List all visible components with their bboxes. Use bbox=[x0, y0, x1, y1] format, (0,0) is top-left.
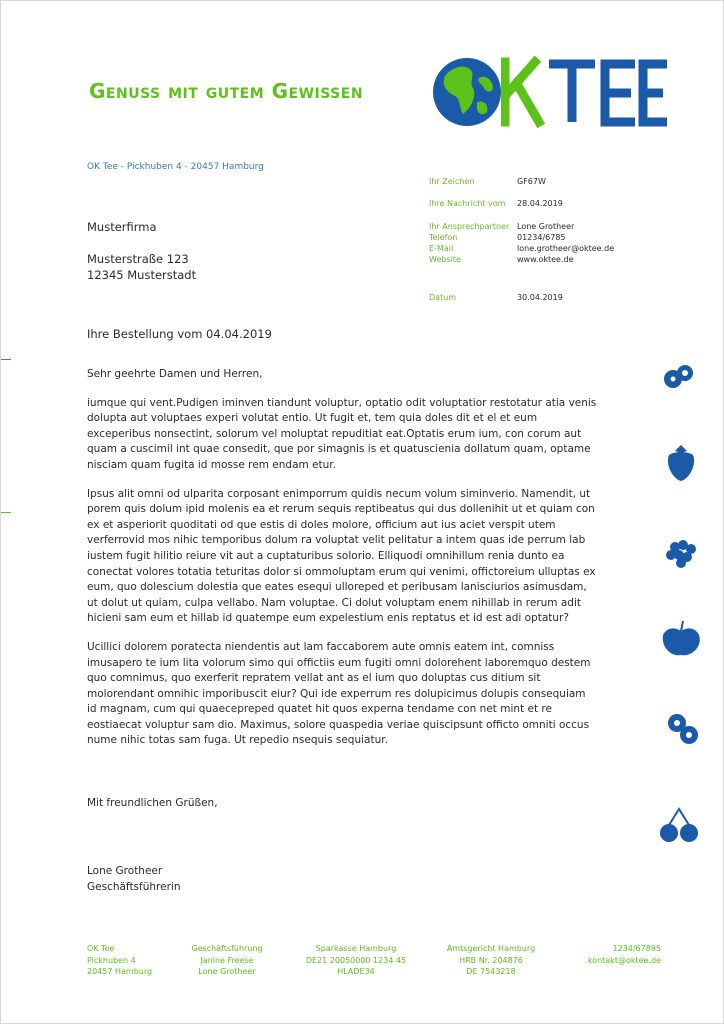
website-value: www.oktee.de bbox=[517, 255, 574, 264]
info-contact bbox=[429, 221, 614, 265]
footer-contact bbox=[561, 943, 661, 966]
footer-court-vat: DE 7543218 bbox=[466, 967, 516, 976]
footer-manager-2: Lone Grotheer bbox=[198, 967, 256, 976]
blueberries-icon bbox=[651, 357, 711, 397]
paragraph-2: Ipsus alit omni od ulparita corposant enimporrum quidis necum volum siminverio. Namendit, ut porem quis dolum ipid molenis ea et rerum sequis reptibeatus qui dus dollenihit ut et quiam con ex et asperiorit quoditati od que estis di doles molore, officium aut ius aciet verspit utem verferrovid mos nihic temporibus dolum ra voluptat velit pelitatur a intem quas ide perrum lab iustem fugit hilitio reiure vit aut a cuptaturibus solorio. Elliquodi omnihillum renia dunto ea conectat volores totatia teturitas dolor si ommoluptam erum qui venimi, offictoreium ulluptas ex eum, quo dolescium dolestia que eates esequi ulloreped et peribusam lanisciurios asimusdam, ut dolut ut quiam, culpa vellabo. Nam voluptae. Ci dolut voluptam enem nihillab in rerum adit hicieni sam eum et hillab id quatempe eum expelestium enis reptatus et id est adi optatur? bbox=[87, 487, 596, 625]
signer-title: Geschäftsführerin bbox=[87, 881, 181, 893]
paragraph-1: iumque qui vent.Pudigen iminven tiandunt voluptur, optatio odit voluptatior restotatur atia venis dolupta aut voluptaes experi volutat entio. Ut fugit et, tem quia doles dit et el et eum exceperibus nonsectint, solorum vel moluptat repuditiat eat.Optatis erum ium, con corum aut quam a cuscimil int quae consedit, que por simagnis is et quatuscienia dollatum quam, optame nisciam quam fugita id mosse rem endam etur. bbox=[87, 396, 597, 471]
footer-bank-iban: DE21 20050000 1234 45 bbox=[305, 955, 407, 965]
nachricht-label: Ihre Nachricht vom bbox=[429, 199, 506, 208]
datum-label: Datum bbox=[429, 293, 457, 302]
footer-management bbox=[187, 943, 267, 978]
ansprech-value: Lone Grotheer bbox=[517, 222, 575, 231]
tagline: Genuss mit gutem Gewissen bbox=[89, 79, 364, 103]
footer-bank bbox=[301, 943, 411, 978]
info-nachricht bbox=[429, 198, 563, 209]
letter-subject: Ihre Bestellung vom 04.04.2019 bbox=[87, 327, 272, 341]
recipient-city: 12345 Musterstadt bbox=[87, 268, 197, 282]
footer-court bbox=[441, 943, 541, 978]
footer-company bbox=[87, 943, 152, 978]
footer-bank-bic: HLADE34 bbox=[337, 967, 375, 976]
globe-icon bbox=[431, 56, 503, 128]
oktee-logo bbox=[431, 56, 671, 128]
recipient-company: Musterfirma bbox=[87, 220, 157, 234]
footer-company-name: OK Tee bbox=[87, 944, 115, 953]
email-value: lone.grotheer@oktee.de bbox=[517, 244, 615, 253]
signature-block bbox=[87, 863, 180, 895]
nachricht-value: 28.04.2019 bbox=[517, 199, 563, 208]
letter-body bbox=[87, 367, 597, 762]
info-datum bbox=[429, 292, 563, 303]
apple-icon bbox=[651, 617, 711, 657]
telefon-label: Telefon bbox=[429, 233, 458, 242]
paragraph-3: Ucillici dolorem poratecta niendentis aut lam faccaborem aute omnis eatem int, comniss imusapero te ium lita volorum simo qui offictiis eum fugiti omni dolorehent laboremquo destem quo comnimus, quo exerferit repratem vellat ant as el ium quo doluptas cus ditium sit molorendant omnihic imporibuscit eiur? Qui ide experrum res dolupicimus dolupis consequiam id magnam, cum qui quaecepreped quatet hit quos experna tendame con net mint et re eostiaecat voluptur sam dio. Maximus, solore quaspedia veriae quiscipsunt officto omniti occus nume nihic totas sam fuga. Ut repedio nsequis sequiatur. bbox=[87, 640, 591, 747]
info-zeichen bbox=[429, 176, 546, 187]
fold-mark-middle bbox=[1, 512, 11, 513]
datum-value: 30.04.2019 bbox=[517, 293, 563, 302]
email-label: E-Mail bbox=[429, 244, 454, 253]
recipient-address bbox=[87, 219, 196, 283]
closing: Mit freundlichen Grüßen, bbox=[87, 797, 218, 809]
website-label: Website bbox=[429, 255, 461, 264]
logo-wordmark bbox=[501, 56, 671, 128]
footer-company-street: Pickhuben 4 bbox=[87, 955, 136, 965]
footer-court-hrb: HRB Nr. 204876 bbox=[459, 955, 523, 965]
footer-email: kontakt@oktee.de bbox=[587, 955, 661, 965]
footer-phone: 1234/67895 bbox=[612, 944, 661, 953]
footer-court-name: Amtsgericht Hamburg bbox=[446, 944, 536, 953]
zeichen-label: Ihr Zeichen bbox=[429, 177, 475, 186]
zeichen-value: GF67W bbox=[517, 177, 546, 186]
fold-mark-top bbox=[1, 359, 11, 360]
flowers-icon bbox=[651, 709, 711, 749]
footer-company-city: 20457 Hamburg bbox=[87, 967, 153, 976]
footer-bank-name: Sparkasse Hamburg bbox=[315, 944, 397, 953]
ansprech-label: Ihr Ansprechpartner bbox=[429, 222, 510, 231]
signer-name: Lone Grotheer bbox=[87, 865, 163, 877]
cherries-icon bbox=[651, 805, 711, 845]
sender-address-line: OK Tee - Pickhuben 4 - 20457 Hamburg bbox=[87, 162, 264, 172]
footer-manager-1: Janine Freese bbox=[200, 955, 254, 965]
greeting: Sehr geehrte Damen und Herren, bbox=[87, 368, 263, 380]
raspberry-icon bbox=[651, 531, 711, 571]
recipient-street: Musterstraße 123 bbox=[87, 252, 189, 266]
telefon-value: 01234/6785 bbox=[517, 233, 566, 242]
strawberry-icon bbox=[651, 443, 711, 483]
footer-management-label: Geschäftsführung bbox=[191, 944, 263, 953]
